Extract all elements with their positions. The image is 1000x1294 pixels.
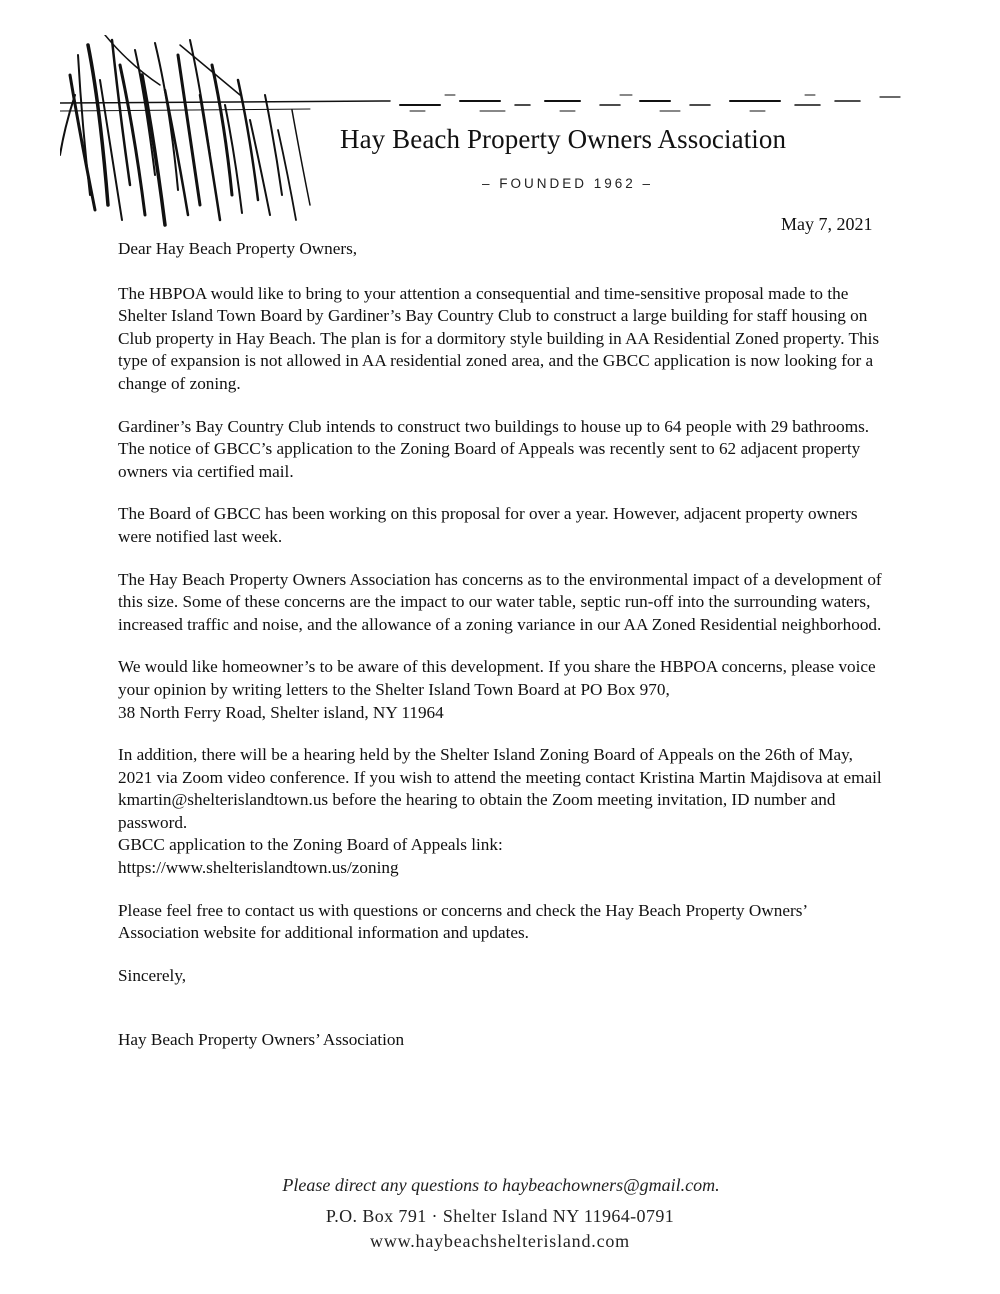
footer-contact: Please direct any questions to haybeachowners@gmail.com.	[282, 1175, 720, 1195]
paragraph-3: The Board of GBCC has been working on this proposal for over a year. However, adjacent property owners were notified last week.	[118, 504, 858, 546]
letterhead	[0, 0, 1000, 240]
paragraph-4: The Hay Beach Property Owners Association has concerns as to the environmental impact of a development of this size. Some of these concerns are the impact to our water table, septic run-off into the surrounding waters, increased traffic and noise, and the allowance of a zoning variance in our AA Zoned Residential neighborhood.	[118, 569, 882, 634]
closing: Sincerely,	[118, 965, 187, 985]
footer	[0, 1175, 1000, 1252]
paragraph-1: The HBPOA would like to bring to your attention a consequential and time-sensitive proposal made to the Shelter Island Town Board by Gardiner’s Bay Country Club to construct a large building for staff housing on Club property in Hay Beach. The plan is for a dormitory style building in AA Residential Zoned property. This type of expansion is not allowed in AA residential zoned area, and the GBCC application is now looking for a change of zoning.	[118, 283, 880, 393]
signature-space	[118, 1007, 888, 1029]
application-link-label: GBCC application to the Zoning Board of Appeals link:	[118, 835, 503, 855]
letter-body	[118, 238, 888, 1072]
footer-address: P.O. Box 791 · Shelter Island NY 11964-0791	[325, 1206, 675, 1226]
paragraph-5-text: We would like homeowner’s to be aware of this development. If you share the HBPOA concerns, please voice your opinion by writing letters to the Shelter Island Town Board at PO Box 970,	[118, 657, 876, 699]
paragraph-6	[118, 744, 888, 880]
application-link[interactable]: https://www.shelterislandtown.us/zoning	[118, 858, 399, 878]
paragraph-6-text: In addition, there will be a hearing held by the Shelter Island Zoning Board of Appeals on the 26th of May, 2021 via Zoom video conference. If you wish to attend the meeting contact Kristina Martin Majdisova at email kmartin@shelterislandtown.us before the hearing to obtain the Zoom meeting invitation, ID number and password.	[118, 745, 882, 832]
mailing-address: 38 North Ferry Road, Shelter island, NY 11964	[118, 702, 444, 722]
footer-website[interactable]: www.haybeachshelterisland.com	[370, 1231, 630, 1251]
paragraph-7: Please feel free to contact us with questions or concerns and check the Hay Beach Property Owners’ Association website for additional information and updates.	[118, 900, 807, 943]
signature: Hay Beach Property Owners’ Association	[118, 1030, 405, 1050]
organization-name: Hay Beach Property Owners Association	[340, 124, 787, 154]
founded-tagline: – FOUNDED 1962 –	[482, 176, 654, 191]
paragraph-2: Gardiner’s Bay Country Club intends to construct two buildings to house up to 64 people with 29 bathrooms. The notice of GBCC’s application to the Zoning Board of Appeals was recently sent to 62 adjacent property owners via certified mail.	[118, 416, 870, 481]
paragraph-5	[118, 656, 888, 724]
greeting: Dear Hay Beach Property Owners,	[118, 239, 358, 258]
letter-date: May 7, 2021	[781, 214, 873, 234]
